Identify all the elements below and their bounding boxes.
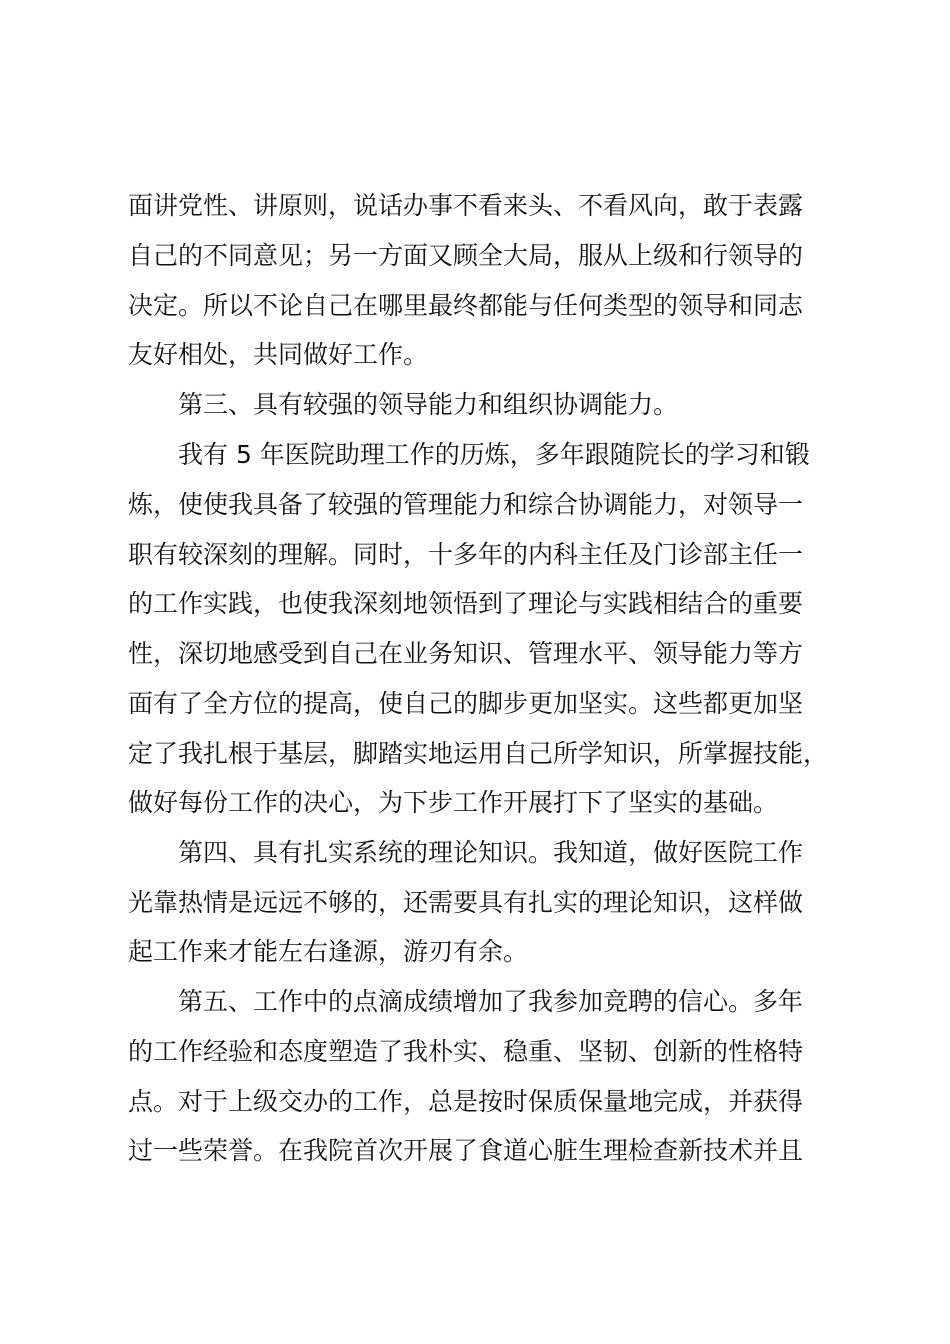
text-line: 性，深切地感受到自己在业务知识、管理水平、领导能力等方 bbox=[128, 639, 804, 668]
text-line: 职有较深刻的理解。同时，十多年的内科主任及门诊部主任一 bbox=[128, 540, 804, 569]
text-line: 的工作经验和态度塑造了我朴实、稳重、坚韧、创新的性格特 bbox=[128, 1037, 804, 1066]
section-heading: 第三、具有较强的领导能力和组织协调能力。 bbox=[178, 390, 679, 419]
text-line: 的工作实践，也使我深刻地领悟到了理论与实践相结合的重要 bbox=[128, 589, 804, 618]
text-line: 面有了全方位的提高，使自己的脚步更加坚实。这些都更加坚 bbox=[128, 689, 804, 718]
text-line: 定了我扎根于基层，脚踏实地运用自己所学知识，所掌握技能， bbox=[128, 739, 829, 768]
text-line: 点。对于上级交办的工作，总是按时保质保量地完成，并获得 bbox=[128, 1087, 804, 1116]
text-line: 面讲党性、讲原则，说话办事不看来头、不看风向，敢于表露 bbox=[128, 191, 804, 220]
text-line: 过一些荣誉。在我院首次开展了食道心脏生理检查新技术并且 bbox=[128, 1136, 804, 1165]
text-line: 做好每份工作的决心，为下步工作开展打下了坚实的基础。 bbox=[128, 788, 779, 817]
text-line: 决定。所以不论自己在哪里最终都能与任何类型的领导和同志 bbox=[128, 291, 804, 320]
text-line: 起工作来才能左右逢源，游刃有余。 bbox=[128, 937, 529, 966]
text-line: 炼，使使我具备了较强的管理能力和综合协调能力，对领导一 bbox=[128, 490, 804, 519]
text-line: 我有 5 年医院助理工作的历炼，多年跟随院长的学习和锻 bbox=[178, 440, 810, 469]
text-line: 自己的不同意见；另一方面又顾全大局，服从上级和行领导的 bbox=[128, 241, 804, 270]
text-line: 友好相处，共同做好工作。 bbox=[128, 340, 429, 369]
section-heading: 第五、工作中的点滴成绩增加了我参加竞聘的信心。多年 bbox=[178, 987, 804, 1016]
text-line: 光靠热情是远远不够的，还需要具有扎实的理论知识，这样做 bbox=[128, 888, 804, 917]
section-heading: 第四、具有扎实系统的理论知识。我知道，做好医院工作 bbox=[178, 838, 804, 867]
